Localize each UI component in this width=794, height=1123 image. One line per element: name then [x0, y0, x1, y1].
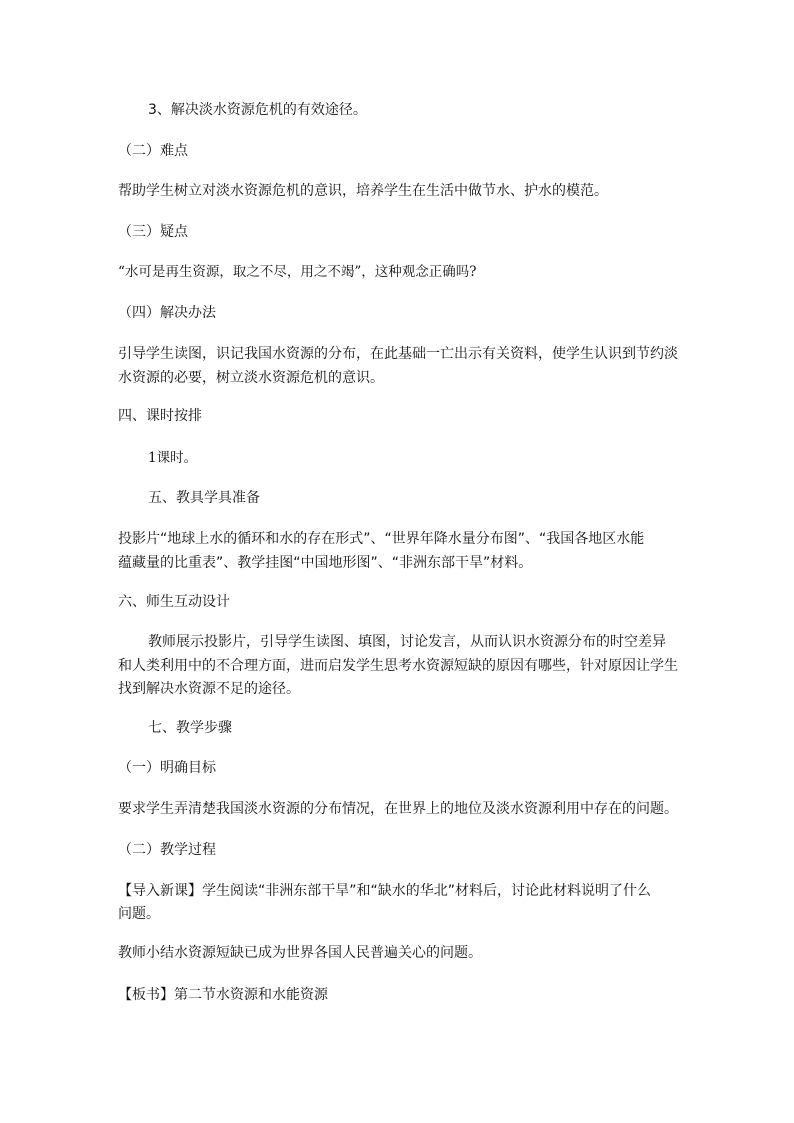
paragraph-line: 教师展示投影片，引导学生读图、填图，讨论发言，从而认识水资源分布的时空差异	[148, 634, 666, 650]
section-heading: （四）解决办法	[118, 305, 216, 321]
section-heading: 七、教学步骤	[148, 720, 232, 736]
paragraph-line: 引导学生读图，识记我国水资源的分布，在此基础一亡出示有关资料，使学生认识到节约淡	[118, 346, 678, 362]
section-heading: （二）教学过程	[118, 842, 216, 858]
paragraph-line: “水可是再生资源，取之不尽，用之不竭”，这种观念正确吗?	[118, 264, 477, 280]
paragraph-line: 1课时。	[148, 450, 198, 466]
paragraph-line: 蕴藏量的比重表”、教学挂图“中国地形图”、“非洲东部干旱”材料。	[118, 555, 533, 571]
paragraph-line: 帮助学生树立对淡水资源危机的意识，培养学生在生活中做节水、护水的模范。	[118, 183, 608, 199]
paragraph-line: 3、解决淡水资源危机的有效途径。	[148, 102, 367, 118]
section-heading: （二）难点	[118, 143, 188, 159]
paragraph-line: 要求学生弄清楚我国淡水资源的分布情况，在世界上的地位及淡水资源利用中存在的问题。	[118, 801, 678, 817]
paragraph-line: 【板书】第二节水资源和水能资源	[118, 987, 328, 1003]
paragraph-line: 和人类利用中的不合理方面，进而启发学生思考水资源短缺的原因有哪些，针对原因让学生	[118, 658, 678, 674]
section-heading: 六、师生互动设计	[118, 594, 230, 610]
paragraph-line: 问题。	[118, 906, 160, 922]
paragraph-line: 水资源的必要，树立淡水资源危机的意识。	[118, 370, 384, 386]
paragraph-line: 投影片“地球上水的循环和水的存在形式”、“世界年降水量分布图”、“我国各地区水能	[118, 531, 645, 547]
section-heading: 五、教具学具准备	[148, 490, 260, 506]
paragraph-line: 找到解决水资源不足的途径。	[118, 681, 300, 697]
paragraph-line: 教师小结水资源短缺已成为世界各国人民普遍关心的问题。	[118, 945, 482, 961]
section-heading: （三）疑点	[118, 224, 188, 240]
section-heading: 四、课时按排	[118, 408, 202, 424]
paragraph-line: 【导入新课】学生阅读“非洲东部干旱”和“缺水的华北”材料后，讨论此材料说明了什么	[118, 883, 652, 899]
section-heading: （一）明确目标	[118, 760, 216, 776]
